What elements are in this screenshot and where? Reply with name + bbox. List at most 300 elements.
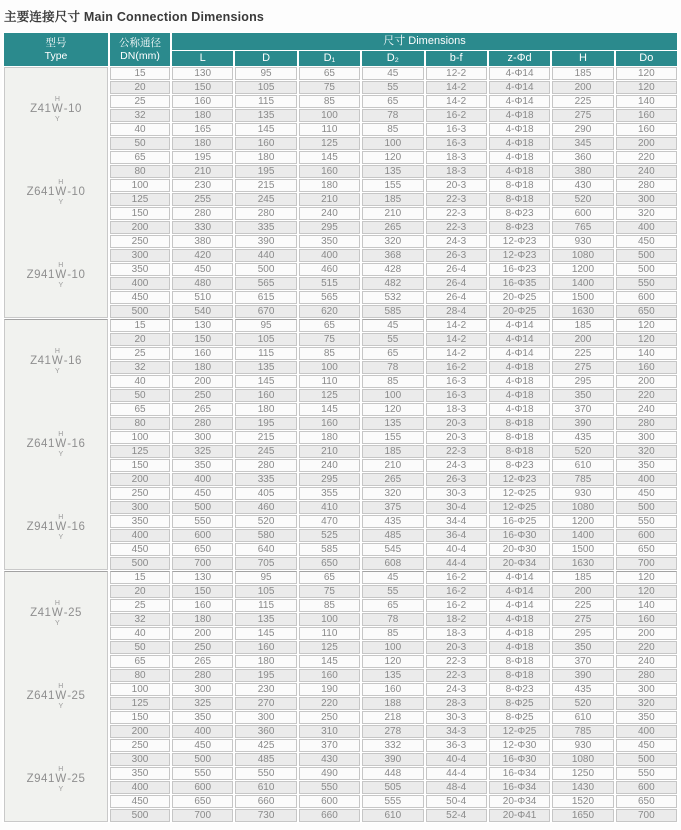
dim-cell: 660	[299, 809, 360, 822]
table-section	[4, 67, 677, 318]
dim-cell: 515	[299, 277, 360, 290]
dim-cell: 450	[616, 739, 677, 752]
dim-cell: 550	[616, 277, 677, 290]
dim-cell: 220	[616, 151, 677, 164]
model-stack-top: H	[58, 431, 64, 439]
dim-cell: 150	[172, 81, 233, 94]
dim-cell: 265	[362, 473, 423, 486]
col-header-dn-en: DN(mm)	[120, 49, 160, 62]
dim-cell: 20-Φ34	[489, 795, 550, 808]
dim-cell: 65	[299, 67, 360, 80]
dim-cell: 405	[235, 487, 296, 500]
col-header-dimensions: 尺寸 Dimensions	[172, 33, 677, 50]
model-stack-mid: W	[51, 355, 64, 368]
page-title: 主要连接尺寸 Main Connection Dimensions	[4, 10, 265, 24]
dim-cell: 532	[362, 291, 423, 304]
dim-cell: 120	[616, 571, 677, 584]
dim-cell: 1250	[552, 767, 613, 780]
dim-cell: 24-3	[426, 683, 487, 696]
dim-cell: 140	[616, 95, 677, 108]
col-header-d: D	[235, 51, 296, 66]
dim-cell: 65	[299, 319, 360, 332]
dim-cell: 135	[235, 613, 296, 626]
dim-cell: 350	[616, 459, 677, 472]
dim-cell: 160	[616, 613, 677, 626]
dim-cell: 482	[362, 277, 423, 290]
dim-cell: 16-3	[426, 123, 487, 136]
dim-cell: 355	[299, 487, 360, 500]
table-row	[4, 571, 677, 584]
dim-cell: 1200	[552, 263, 613, 276]
dim-cell: 265	[362, 221, 423, 234]
dim-cell: 180	[172, 109, 233, 122]
model-stack-mid: W	[55, 773, 67, 786]
dim-cell: 195	[172, 151, 233, 164]
dim-cell: 85	[299, 347, 360, 360]
dim-cell: 180	[299, 431, 360, 444]
dim-cell: 295	[299, 221, 360, 234]
dim-cell: 100	[299, 361, 360, 374]
dim-cell: 275	[552, 109, 613, 122]
dn-cell: 250	[110, 235, 170, 248]
model-suffix: -16	[63, 355, 82, 367]
model-label	[5, 600, 107, 626]
dim-cell: 610	[552, 459, 613, 472]
dim-cell: 225	[552, 95, 613, 108]
dim-cell: 295	[552, 375, 613, 388]
dim-cell: 95	[235, 67, 296, 80]
dn-cell: 450	[110, 543, 170, 556]
dim-cell: 135	[235, 109, 296, 122]
dim-cell: 130	[172, 571, 233, 584]
dim-cell: 600	[616, 291, 677, 304]
col-header-type	[4, 33, 108, 66]
dim-cell: 670	[235, 305, 296, 318]
dim-cell: 785	[552, 725, 613, 738]
dim-cell: 490	[299, 767, 360, 780]
dim-cell: 320	[362, 235, 423, 248]
dim-cell: 4-Φ14	[489, 585, 550, 598]
dim-cell: 240	[616, 165, 677, 178]
model-suffix: -10	[63, 103, 82, 115]
dim-cell: 400	[299, 249, 360, 262]
dim-cell: 145	[299, 151, 360, 164]
dim-cell: 280	[172, 669, 233, 682]
model-stack-mid: W	[51, 103, 64, 116]
dim-cell: 520	[552, 697, 613, 710]
dim-cell: 12-Φ23	[489, 235, 550, 248]
dim-cell: 20-3	[426, 179, 487, 192]
dim-cell: 470	[299, 515, 360, 528]
dn-cell: 65	[110, 403, 170, 416]
col-header-type-zh: 型号	[45, 37, 67, 50]
dim-cell: 585	[362, 305, 423, 318]
dim-cell: 160	[616, 109, 677, 122]
dim-cell: 325	[172, 697, 233, 710]
dim-cell: 120	[362, 655, 423, 668]
model-stack-bottom: Y	[58, 702, 64, 710]
dim-cell: 275	[552, 613, 613, 626]
dim-cell: 36-3	[426, 739, 487, 752]
dim-cell: 4-Φ14	[489, 571, 550, 584]
dim-cell: 105	[235, 333, 296, 346]
model-list	[5, 320, 107, 569]
dn-cell: 32	[110, 613, 170, 626]
dim-cell: 390	[552, 669, 613, 682]
model-stack-bottom: Y	[58, 281, 64, 289]
dim-cell: 440	[235, 249, 296, 262]
dim-cell: 16-Φ30	[489, 529, 550, 542]
dn-cell: 100	[110, 431, 170, 444]
dn-cell: 100	[110, 683, 170, 696]
dim-cell: 44-4	[426, 557, 487, 570]
dim-cell: 240	[299, 459, 360, 472]
dn-cell: 250	[110, 487, 170, 500]
dim-cell: 600	[616, 529, 677, 542]
dim-cell: 8-Φ18	[489, 431, 550, 444]
dim-cell: 4-Φ18	[489, 375, 550, 388]
dim-cell: 135	[362, 669, 423, 682]
dim-cell: 700	[616, 809, 677, 822]
dim-cell: 16-3	[426, 375, 487, 388]
dim-cell: 16-Φ35	[489, 277, 550, 290]
dim-cell: 4-Φ14	[489, 81, 550, 94]
dim-cell: 160	[299, 669, 360, 682]
dim-cell: 100	[362, 389, 423, 402]
dim-cell: 335	[235, 221, 296, 234]
dim-cell: 565	[299, 291, 360, 304]
model-stack-top: H	[58, 766, 64, 774]
model-list	[5, 68, 107, 317]
dim-cell: 460	[235, 501, 296, 514]
dim-cell: 368	[362, 249, 423, 262]
dim-cell: 180	[235, 655, 296, 668]
dim-cell: 8-Φ23	[489, 221, 550, 234]
dim-cell: 230	[235, 683, 296, 696]
dim-cell: 380	[552, 165, 613, 178]
dn-cell: 150	[110, 711, 170, 724]
dim-cell: 210	[299, 193, 360, 206]
dim-cell: 245	[235, 193, 296, 206]
table-section	[4, 571, 677, 822]
dn-cell: 300	[110, 249, 170, 262]
dn-cell: 250	[110, 739, 170, 752]
dim-cell: 610	[552, 711, 613, 724]
dim-cell: 4-Φ14	[489, 95, 550, 108]
dim-cell: 18-3	[426, 403, 487, 416]
dn-cell: 50	[110, 137, 170, 150]
dn-cell: 500	[110, 557, 170, 570]
dim-cell: 400	[616, 221, 677, 234]
col-header-z-phi-d: z-Φd	[489, 51, 550, 66]
dim-cell: 320	[616, 445, 677, 458]
model-label	[5, 96, 107, 122]
dim-cell: 140	[616, 599, 677, 612]
dim-cell: 1650	[552, 809, 613, 822]
dim-cell: 12-2	[426, 67, 487, 80]
dn-cell: 25	[110, 347, 170, 360]
dim-cell: 500	[616, 263, 677, 276]
dn-cell: 450	[110, 795, 170, 808]
dim-cell: 22-3	[426, 221, 487, 234]
dim-cell: 350	[172, 711, 233, 724]
dim-cell: 610	[235, 781, 296, 794]
dim-cell: 215	[235, 431, 296, 444]
model-prefix: Z641	[26, 690, 55, 702]
dim-cell: 8-Φ18	[489, 179, 550, 192]
dim-cell: 24-3	[426, 235, 487, 248]
dim-cell: 765	[552, 221, 613, 234]
dim-cell: 14-2	[426, 333, 487, 346]
dim-cell: 55	[362, 81, 423, 94]
dim-cell: 450	[172, 739, 233, 752]
dim-cell: 45	[362, 319, 423, 332]
dim-cell: 130	[172, 319, 233, 332]
dim-cell: 550	[172, 767, 233, 780]
dim-cell: 360	[552, 151, 613, 164]
dim-cell: 585	[299, 543, 360, 556]
dim-cell: 44-4	[426, 767, 487, 780]
dim-cell: 160	[172, 95, 233, 108]
dim-cell: 400	[172, 725, 233, 738]
model-suffix: -25	[63, 607, 82, 619]
dn-cell: 50	[110, 641, 170, 654]
dim-cell: 650	[616, 543, 677, 556]
dim-cell: 930	[552, 487, 613, 500]
dim-cell: 85	[362, 123, 423, 136]
dim-cell: 8-Φ18	[489, 445, 550, 458]
dim-cell: 26-4	[426, 277, 487, 290]
dim-cell: 24-3	[426, 459, 487, 472]
model-suffix: -16	[67, 438, 86, 450]
dim-cell: 110	[299, 375, 360, 388]
dim-cell: 120	[616, 81, 677, 94]
dim-cell: 4-Φ14	[489, 347, 550, 360]
dim-cell: 240	[299, 207, 360, 220]
dim-cell: 280	[616, 669, 677, 682]
dim-cell: 650	[172, 543, 233, 556]
dim-cell: 500	[172, 753, 233, 766]
type-cell	[4, 571, 108, 822]
dim-cell: 615	[235, 291, 296, 304]
dim-cell: 185	[552, 571, 613, 584]
model-hy-stack	[52, 600, 63, 626]
dim-cell: 350	[552, 641, 613, 654]
dim-cell: 1630	[552, 305, 613, 318]
dim-cell: 185	[362, 193, 423, 206]
dn-cell: 25	[110, 95, 170, 108]
dn-cell: 500	[110, 809, 170, 822]
dim-cell: 500	[235, 263, 296, 276]
model-stack-bottom: Y	[58, 533, 64, 541]
dim-cell: 240	[616, 403, 677, 416]
dim-cell: 425	[235, 739, 296, 752]
model-hy-stack	[52, 96, 63, 122]
model-prefix: Z41	[30, 103, 52, 115]
dim-cell: 420	[172, 249, 233, 262]
dim-cell: 145	[235, 375, 296, 388]
dim-cell: 580	[235, 529, 296, 542]
dim-cell: 700	[616, 557, 677, 570]
model-stack-bottom: Y	[58, 450, 64, 458]
model-stack-bottom: Y	[55, 367, 61, 375]
dn-cell: 150	[110, 207, 170, 220]
dim-cell: 1500	[552, 543, 613, 556]
model-label	[5, 683, 107, 709]
dim-cell: 130	[172, 67, 233, 80]
dn-cell: 125	[110, 697, 170, 710]
dim-cell: 705	[235, 557, 296, 570]
dim-cell: 375	[362, 501, 423, 514]
dim-cell: 450	[172, 263, 233, 276]
dim-cell: 20-3	[426, 641, 487, 654]
model-stack-top: H	[58, 262, 64, 270]
dim-cell: 215	[235, 179, 296, 192]
dn-cell: 40	[110, 627, 170, 640]
table-row	[4, 319, 677, 332]
dim-cell: 160	[299, 417, 360, 430]
dim-cell: 485	[235, 753, 296, 766]
dn-cell: 400	[110, 277, 170, 290]
model-label	[5, 766, 107, 792]
dn-cell: 125	[110, 445, 170, 458]
dim-cell: 18-3	[426, 165, 487, 178]
dim-cell: 250	[172, 641, 233, 654]
dim-cell: 26-3	[426, 473, 487, 486]
dim-cell: 115	[235, 95, 296, 108]
dim-cell: 16-Φ34	[489, 781, 550, 794]
dn-cell: 300	[110, 501, 170, 514]
dim-cell: 300	[616, 193, 677, 206]
dim-cell: 350	[172, 459, 233, 472]
dim-cell: 460	[299, 263, 360, 276]
dim-cell: 550	[616, 767, 677, 780]
dim-cell: 18-2	[426, 613, 487, 626]
dim-cell: 600	[172, 781, 233, 794]
dim-cell: 210	[362, 459, 423, 472]
dim-cell: 565	[235, 277, 296, 290]
dim-cell: 75	[299, 333, 360, 346]
dn-cell: 15	[110, 67, 170, 80]
dim-cell: 608	[362, 557, 423, 570]
dim-cell: 930	[552, 235, 613, 248]
dim-cell: 435	[362, 515, 423, 528]
dim-cell: 34-4	[426, 515, 487, 528]
dim-cell: 180	[299, 179, 360, 192]
dim-cell: 160	[362, 683, 423, 696]
model-prefix: Z41	[30, 607, 52, 619]
dim-cell: 210	[362, 207, 423, 220]
dim-cell: 20-Φ25	[489, 305, 550, 318]
dim-cell: 1080	[552, 501, 613, 514]
dn-cell: 20	[110, 585, 170, 598]
dim-cell: 95	[235, 571, 296, 584]
dim-cell: 320	[616, 207, 677, 220]
model-stack-bottom: Y	[58, 198, 64, 206]
dim-cell: 400	[616, 725, 677, 738]
dim-cell: 16-3	[426, 137, 487, 150]
dn-cell: 40	[110, 123, 170, 136]
dim-cell: 500	[616, 501, 677, 514]
dim-cell: 300	[616, 431, 677, 444]
dim-cell: 55	[362, 333, 423, 346]
model-prefix: Z641	[26, 186, 55, 198]
dim-cell: 120	[616, 333, 677, 346]
dim-cell: 620	[299, 305, 360, 318]
dn-cell: 40	[110, 375, 170, 388]
dim-cell: 65	[362, 599, 423, 612]
dim-cell: 610	[362, 809, 423, 822]
dim-cell: 12-Φ30	[489, 739, 550, 752]
dim-cell: 390	[235, 235, 296, 248]
dim-cell: 125	[299, 137, 360, 150]
model-list	[5, 572, 107, 821]
dim-cell: 16-2	[426, 109, 487, 122]
dim-cell: 650	[299, 557, 360, 570]
dim-cell: 220	[616, 641, 677, 654]
dn-cell: 50	[110, 389, 170, 402]
dim-cell: 370	[299, 739, 360, 752]
dim-cell: 105	[235, 81, 296, 94]
dim-cell: 45	[362, 67, 423, 80]
dim-cell: 115	[235, 599, 296, 612]
dim-cell: 190	[299, 683, 360, 696]
dim-cell: 65	[362, 95, 423, 108]
dim-cell: 300	[235, 711, 296, 724]
dn-cell: 32	[110, 361, 170, 374]
dim-cell: 270	[235, 697, 296, 710]
model-suffix: -10	[67, 186, 86, 198]
dim-cell: 350	[299, 235, 360, 248]
dim-cell: 400	[616, 473, 677, 486]
model-stack-mid: W	[55, 521, 67, 534]
dim-cell: 115	[235, 347, 296, 360]
col-header-b-f: b-f	[426, 51, 487, 66]
dim-cell: 14-2	[426, 347, 487, 360]
dim-cell: 45	[362, 571, 423, 584]
dim-cell: 210	[299, 445, 360, 458]
dim-cell: 280	[172, 417, 233, 430]
dim-cell: 28-4	[426, 305, 487, 318]
dim-cell: 160	[235, 641, 296, 654]
dim-cell: 8-Φ18	[489, 669, 550, 682]
dim-cell: 332	[362, 739, 423, 752]
dim-cell: 120	[362, 151, 423, 164]
model-label	[5, 514, 107, 540]
model-hy-stack	[52, 348, 63, 374]
dim-cell: 280	[616, 417, 677, 430]
model-prefix: Z41	[30, 355, 52, 367]
dim-cell: 1400	[552, 277, 613, 290]
dim-cell: 12-Φ23	[489, 249, 550, 262]
dim-cell: 550	[172, 515, 233, 528]
model-stack-mid: W	[55, 438, 67, 451]
dim-cell: 8-Φ25	[489, 697, 550, 710]
dim-cell: 16-2	[426, 585, 487, 598]
dim-cell: 4-Φ14	[489, 67, 550, 80]
dim-cell: 550	[616, 515, 677, 528]
dim-cell: 265	[172, 655, 233, 668]
dim-cell: 1200	[552, 515, 613, 528]
table-header	[4, 33, 677, 66]
dim-cell: 105	[235, 585, 296, 598]
dim-cell: 320	[362, 487, 423, 500]
dim-cell: 16-2	[426, 599, 487, 612]
dim-cell: 135	[362, 417, 423, 430]
dim-cell: 435	[552, 683, 613, 696]
dim-cell: 450	[172, 487, 233, 500]
dim-cell: 160	[172, 347, 233, 360]
